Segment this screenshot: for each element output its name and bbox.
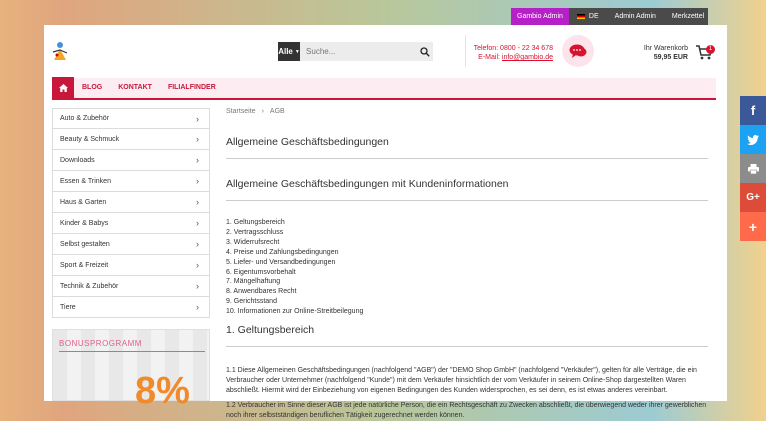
category-label: Downloads xyxy=(60,156,95,164)
category-label: Technik & Zubehör xyxy=(60,282,119,290)
breadcrumb xyxy=(226,108,708,115)
email-link[interactable]: info@gambio.de xyxy=(501,54,553,61)
category-item[interactable] xyxy=(52,276,210,297)
category-item[interactable] xyxy=(52,129,210,150)
google-plus-icon: G+ xyxy=(746,192,760,203)
home-icon xyxy=(59,84,68,92)
wishlist-link[interactable]: Merkzettel xyxy=(671,13,705,20)
gambio-admin-link[interactable]: Gambio Admin xyxy=(511,8,569,25)
title-divider xyxy=(226,158,708,159)
category-item[interactable] xyxy=(52,234,210,255)
category-label: Kinder & Babys xyxy=(60,219,109,227)
social-share-bar xyxy=(740,96,766,241)
print-button[interactable] xyxy=(740,154,766,183)
chevron-right-icon: › xyxy=(196,113,199,124)
subtitle-divider xyxy=(226,200,708,201)
category-item[interactable] xyxy=(52,192,210,213)
section-title: 1. Geltungsbereich xyxy=(226,324,315,337)
category-item[interactable] xyxy=(52,150,210,171)
language-label: DE xyxy=(588,13,599,20)
toc-item: 1. Geltungsbereich xyxy=(226,219,285,226)
category-label: Haus & Garten xyxy=(60,198,107,206)
search-input[interactable] xyxy=(300,42,416,61)
page-title: Allgemeine Geschäftsbedingungen xyxy=(226,136,389,148)
admin-bar xyxy=(511,8,708,25)
table-of-contents xyxy=(226,218,708,317)
category-item[interactable] xyxy=(52,171,210,192)
toc-item: 5. Liefer- und Versandbedingungen xyxy=(226,258,336,266)
paragraph: 1.1 Diese Allgemeinen Geschäftsbedingungen (nachfolgend "AGB") der "DEMO Shop GmbH" (nachfolgend "Verkäufer"), gelten für alle Verträge, die ein Verbraucher oder Unternehmer (nachfolgend "Kunde") mit dem Verkäufer hinsichtlich der vom Verkäufer in seinem Online-Shop dargestellten Waren abschließt. Hiermit wird der Einbeziehung von eigenen Bedingungen des Kunden widersprochen, es sei denn, es ist etwas anderes vereinbart. xyxy=(226,367,697,394)
print-icon xyxy=(748,164,759,174)
toc-item: 3. Widerrufsrecht xyxy=(226,238,280,246)
bonus-program-banner[interactable] xyxy=(52,329,210,412)
twitter-share-button[interactable] xyxy=(740,125,766,154)
search-bar xyxy=(278,42,433,61)
plus-icon: + xyxy=(748,218,758,235)
chevron-right-icon: › xyxy=(196,155,199,165)
chevron-right-icon: › xyxy=(196,218,199,228)
chevron-right-icon: › xyxy=(196,281,199,291)
search-category-select[interactable] xyxy=(278,42,300,61)
cart-count-badge: 1 xyxy=(706,45,715,54)
chat-icon xyxy=(569,44,587,58)
chevron-right-icon: › xyxy=(196,260,199,270)
nav-item-kontakt[interactable]: KONTAKT xyxy=(118,84,152,91)
category-label: Beauty & Schmuck xyxy=(60,135,120,143)
main-content xyxy=(226,108,708,421)
category-sidebar xyxy=(52,108,210,318)
toc-item: 7. Mängelhaftung xyxy=(226,278,281,286)
email-line xyxy=(468,53,553,62)
search-icon xyxy=(420,47,430,57)
email-label: E-Mail: xyxy=(478,54,502,61)
category-item[interactable] xyxy=(52,213,210,234)
category-item[interactable] xyxy=(52,297,210,318)
more-share-button[interactable] xyxy=(740,212,766,241)
chat-button[interactable] xyxy=(562,35,594,67)
home-button[interactable] xyxy=(52,77,74,99)
category-item[interactable] xyxy=(52,108,210,129)
phone-number: Telefon: 0800 - 22 34 678 xyxy=(473,45,553,52)
chevron-right-icon: › xyxy=(196,197,199,207)
toc-item: 6. Eigentumsvorbehalt xyxy=(226,268,296,276)
header-divider xyxy=(465,35,466,67)
twitter-icon xyxy=(747,135,759,145)
contact-info xyxy=(468,44,553,62)
paragraph: 1.2 Verbraucher im Sinne dieser AGB ist jede natürliche Person, die ein Rechtsgeschäft zu Zwecken abschließt, die überwiegend weder ihrer gewerblichen noch ihrer selbstständigen beruflichen Tätigkeit zugerechnet werden können. xyxy=(226,401,707,419)
cart-summary[interactable] xyxy=(638,44,688,62)
admin-account-link[interactable]: Admin Admin xyxy=(614,13,656,20)
caret-down-icon: ▼ xyxy=(294,48,300,55)
category-label: Auto & Zubehör xyxy=(60,115,110,122)
chevron-right-icon: › xyxy=(196,176,199,186)
category-item[interactable] xyxy=(52,255,210,276)
nav-item-filialfinder[interactable]: FILIALFINDER xyxy=(167,84,216,91)
chevron-right-icon: › xyxy=(196,302,199,312)
toc-item: 9. Gerichtsstand xyxy=(226,298,277,306)
language-switch[interactable] xyxy=(569,8,607,25)
facebook-share-button[interactable] xyxy=(740,96,766,125)
toc-item: 10. Informationen zur Online-Streitbeilegung xyxy=(226,308,364,316)
page-subtitle: Allgemeine Geschäftsbedingungen mit Kundeninformationen xyxy=(226,178,509,190)
toc-item: 4. Preise und Zahlungsbedingungen xyxy=(226,248,339,256)
bonus-percentage: 8% xyxy=(135,370,190,412)
toc-item: 8. Anwendbares Recht xyxy=(226,288,297,296)
page-container xyxy=(44,25,727,419)
toc-item: 2. Vertragsschluss xyxy=(226,228,284,236)
nav-item-blog[interactable]: BLOG xyxy=(82,84,103,91)
category-label: Essen & Trinken xyxy=(60,177,111,185)
shop-logo[interactable] xyxy=(50,40,70,62)
facebook-icon: f xyxy=(750,103,756,118)
section-divider xyxy=(226,346,708,347)
chevron-right-icon: › xyxy=(196,239,199,249)
search-button[interactable] xyxy=(416,42,433,61)
cart-label: Ihr Warenkorb xyxy=(643,45,688,52)
search-category-label: Alle xyxy=(278,47,293,56)
breadcrumb-home[interactable]: Startseite xyxy=(226,108,256,115)
breadcrumb-current: AGB xyxy=(269,108,285,115)
chevron-right-icon: › xyxy=(196,134,199,144)
category-label: Tiere xyxy=(60,303,76,311)
bonus-divider xyxy=(59,351,205,352)
bonus-program-label: BONUSPROGRAMM xyxy=(59,339,142,348)
cart-total: 59,95 EUR xyxy=(653,54,688,61)
breadcrumb-separator: › xyxy=(261,108,264,115)
category-label: Selbst gestalten xyxy=(60,240,110,248)
google-plus-share-button[interactable] xyxy=(740,183,766,212)
german-flag-icon xyxy=(577,14,585,19)
category-label: Sport & Freizeit xyxy=(60,261,109,269)
main-navigation xyxy=(52,78,716,100)
